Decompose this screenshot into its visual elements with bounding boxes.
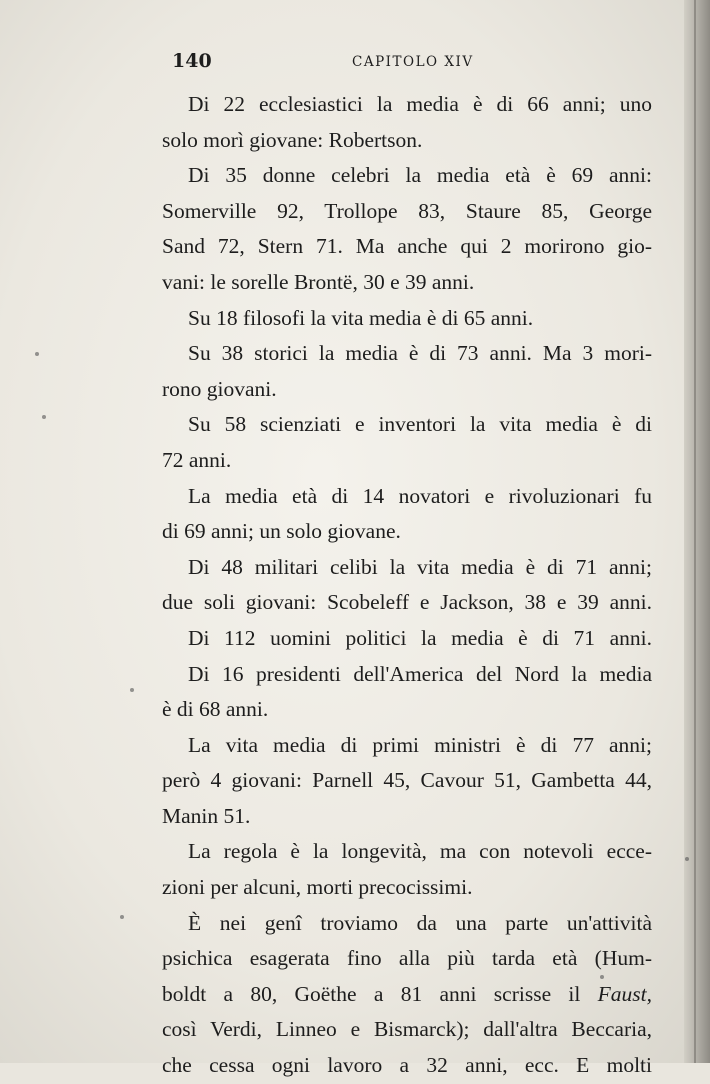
running-head: CAPITOLO XIV: [352, 54, 474, 70]
text-line-part: boldt a 80, Goëthe a 81 anni scrisse il: [162, 981, 598, 1006]
ink-speck: [685, 857, 689, 861]
text-line: rono giovani.: [162, 376, 277, 401]
text-line: Su 18 filosofi la vita media è di 65 anni.: [188, 305, 534, 330]
body-text: [162, 87, 652, 1084]
text-line: due soli giovani: Scobeleff e Jackson, 38 e 39 anni.: [162, 590, 652, 615]
text-line: Di 35 donne celebri la media età è 69 anni:: [188, 163, 652, 188]
text-line: La regola è la longevità, ma con notevoli ecce-: [188, 839, 652, 864]
page-edge-line: [694, 0, 696, 1063]
text-line: 72 anni.: [162, 447, 232, 472]
text-line: Somerville 92, Trollope 83, Staure 85, George: [162, 198, 652, 223]
text-line: La vita media di primi ministri è di 77 anni;: [188, 732, 652, 757]
italic-title: Faust,: [597, 981, 652, 1006]
text-line: Sand 72, Stern 71. Ma anche qui 2 morirono gio-: [162, 234, 652, 259]
text-line: La media età di 14 novatori e rivoluzionari fu: [188, 483, 652, 508]
text-line: zioni per alcuni, morti precocissimi.: [162, 875, 473, 900]
ink-speck: [120, 915, 124, 919]
text-line: solo morì giovane: Robertson.: [162, 127, 423, 152]
page-edge: [684, 0, 710, 1063]
ink-speck: [42, 415, 46, 419]
ink-speck: [130, 688, 134, 692]
page-header: [172, 50, 642, 74]
text-line: Di 16 presidenti dell'America del Nord la media: [188, 661, 652, 686]
text-line: che cessa ogni lavoro a 32 anni, ecc. E molti: [162, 1053, 652, 1078]
text-line: È nei genî troviamo da una parte un'attività: [188, 910, 652, 935]
text-line: di 69 anni; un solo giovane.: [162, 519, 401, 544]
ink-speck: [600, 975, 604, 979]
ink-speck: [35, 352, 39, 356]
text-line: Su 58 scienziati e inventori la vita media è di: [188, 412, 652, 437]
text-line: però 4 giovani: Parnell 45, Cavour 51, Gambetta 44,: [162, 768, 652, 793]
page-number: 140: [172, 50, 212, 72]
text-line: [162, 977, 652, 1013]
text-line: vani: le sorelle Brontë, 30 e 39 anni.: [162, 269, 475, 294]
text-line: è di 68 anni.: [162, 697, 269, 722]
text-line: Su 38 storici la media è di 73 anni. Ma 3 mori-: [188, 341, 652, 366]
text-line: Manin 51.: [162, 803, 251, 828]
text-line: Di 48 militari celibi la vita media è di 71 anni;: [188, 554, 652, 579]
text-line: così Verdi, Linneo e Bismarck); dall'altra Beccaria,: [162, 1017, 652, 1042]
text-line: psichica esagerata fino alla più tarda età (Hum-: [162, 946, 652, 971]
text-line: Di 112 uomini politici la media è di 71 anni.: [188, 625, 652, 650]
text-line: Di 22 ecclesiastici la media è di 66 anni; uno: [188, 92, 652, 116]
